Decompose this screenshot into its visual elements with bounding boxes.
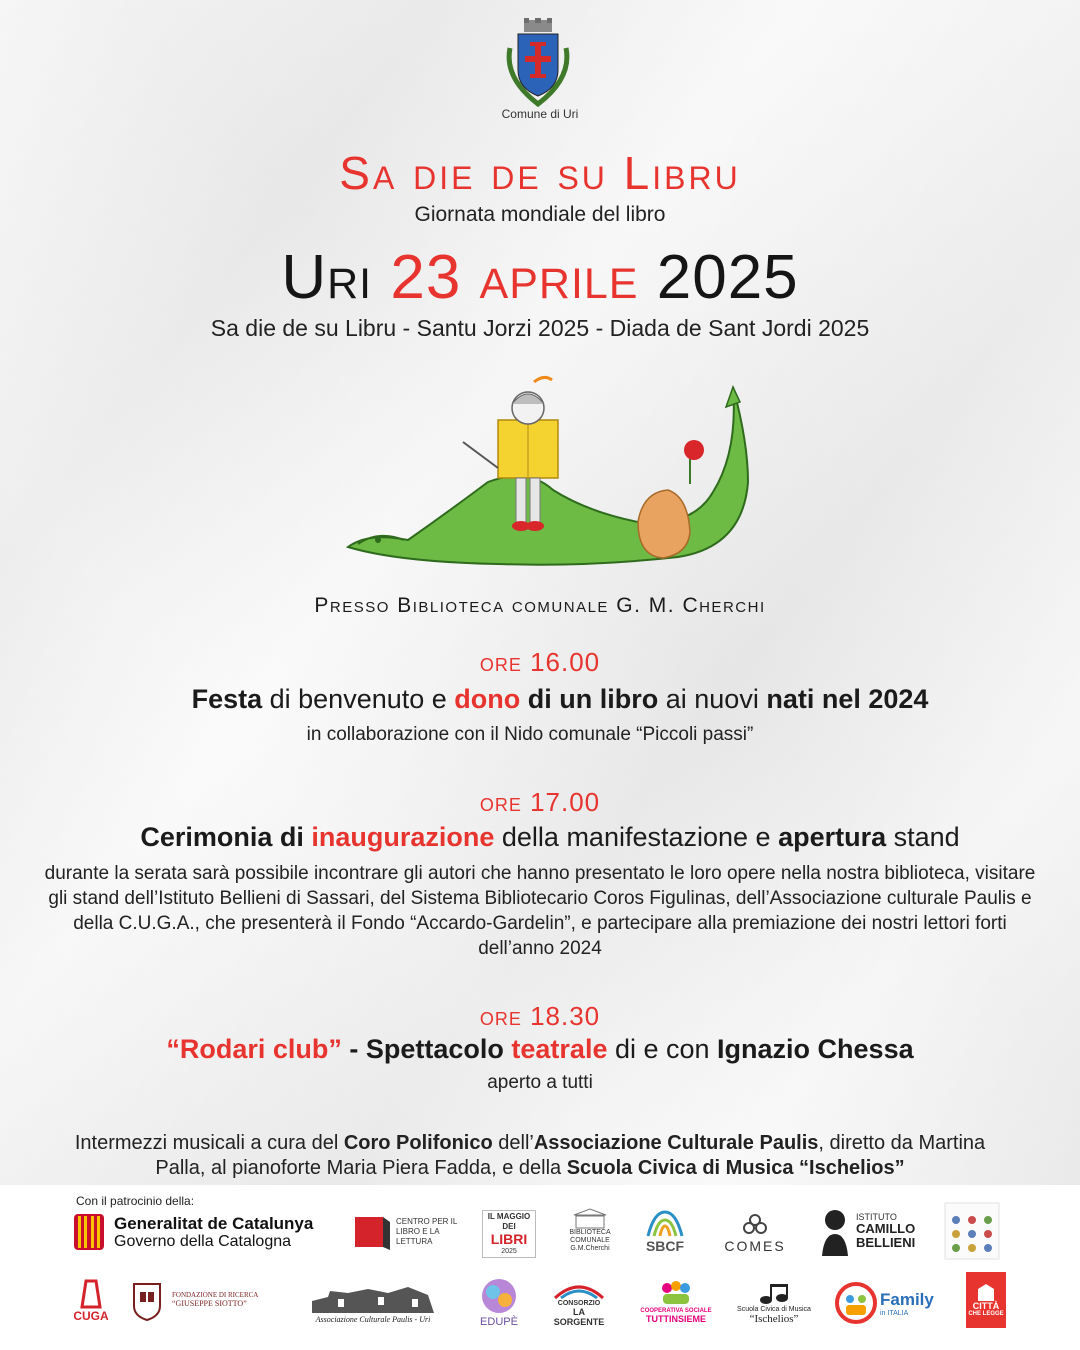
logo-edupe: [474, 1272, 524, 1332]
event-1-h5: ai nuovi: [658, 684, 767, 714]
cuga-label: CUGA: [73, 1309, 109, 1323]
event-1-h3: dono: [454, 684, 521, 714]
comune-label: Comune di Uri: [501, 107, 579, 121]
crests-grid-icon: [944, 1202, 1000, 1260]
citta-line2: CHE LEGGE: [968, 1311, 1004, 1317]
family-line1: Family: [880, 1289, 934, 1309]
event-subtitle: Giornata mondiale del libro: [414, 203, 666, 226]
bellieni-portrait-icon: [820, 1206, 850, 1256]
event-2-h1: Cerimonia di: [140, 822, 304, 852]
generalitat-subtitle: Governo della Catalogna: [114, 1232, 292, 1250]
event-1-h1: Festa: [191, 684, 263, 714]
dragon-reader-illustration: [338, 372, 758, 577]
date-day: 23 aprile: [390, 243, 639, 312]
ischelios-line1: Scuola Civica di Musica: [737, 1305, 811, 1313]
cepell-label: CENTRO PER IL LIBRO E LA LETTURA: [396, 1217, 458, 1246]
siotto-line2: “GIUSEPPE SIOTTO”: [172, 1298, 247, 1308]
citta-line1: CITTÀ: [972, 1301, 1000, 1311]
event-2-note: durante la serata sarà possibile incontrare gli autori che hanno presentato le loro opere nella nostra biblioteca, visitare gli stand dell’Istituto Bellieni di Sassari, del Sistema Bibliotecario Coros Figulinas, dell’Associazione culturale Paulis e della C.U.G.A., che presenterà il Fondo “Accardo-Gardelin”, e partecipare alla premiazione dei nostri lettori forti dell’anno 2024: [44, 863, 1036, 959]
comes-knot-icon: [742, 1214, 768, 1238]
event-2-h4: della manifestazione e: [494, 822, 779, 852]
generalitat-emblem-icon: [72, 1212, 106, 1252]
patronage-label: Con il patrocinio della:: [76, 1194, 195, 1208]
intermezzi-p6: Scuola Civica di Musica “Ischelios”: [566, 1157, 905, 1179]
logo-citta-che-legge: [966, 1272, 1006, 1328]
bellieni-line2: CAMILLO: [856, 1221, 916, 1236]
comune-crest-icon: [500, 18, 576, 108]
event-1-h2: di benvenuto e: [262, 684, 455, 714]
logo-family-in-italia: [834, 1278, 934, 1328]
paulis-ruins-icon: [308, 1283, 438, 1315]
logo-comes: [716, 1210, 794, 1258]
cepell-book-icon: [352, 1212, 392, 1252]
siotto-crest-icon: [126, 1276, 168, 1322]
generalitat-title: Generalitat de Catalunya: [114, 1213, 314, 1233]
event-3-time: ore 18.30: [479, 1001, 601, 1031]
event-2-heading: [10, 822, 1080, 853]
intermezzi-p2: Coro Polifonico: [343, 1132, 493, 1154]
logo-cuga: [70, 1272, 112, 1328]
event-1-note: in collaborazione con il Nido comunale “Piccoli passi”: [306, 724, 754, 745]
logo-ischelios: [734, 1276, 814, 1332]
event-3-h3: teatrale: [511, 1034, 608, 1064]
logo-consorzio-sorgente: [548, 1280, 610, 1328]
event-3-heading: [0, 1034, 1080, 1065]
intermezzi-text: [50, 1131, 1010, 1181]
cuga-tower-icon: [76, 1277, 106, 1309]
venue-label: Presso Biblioteca comunale G. M. Cherchi: [314, 594, 766, 617]
library-building-icon: [572, 1207, 608, 1229]
event-2-h5: apertura: [778, 822, 887, 852]
sbcf-emblem-icon: [644, 1208, 686, 1238]
sbcf-label: SBCF: [645, 1238, 685, 1254]
logo-cepell: [352, 1210, 464, 1254]
logo-generalitat: [72, 1210, 334, 1254]
event-3-h4: di e con: [607, 1034, 718, 1064]
logo-associazione-paulis: [298, 1276, 448, 1330]
paulis-label: Associazione Culturale Paulis - Uri: [315, 1314, 431, 1324]
music-notes-icon: [756, 1284, 792, 1306]
intermezzi-p1: Intermezzi musicali a cura del: [74, 1132, 344, 1154]
sorgente-arc-icon: [551, 1282, 607, 1300]
event-3-h5: Ignazio Chessa: [717, 1034, 914, 1064]
siotto-line1: FONDAZIONE DI RICERCA: [172, 1290, 259, 1299]
intermezzi-p4: Associazione Culturale Paulis: [533, 1132, 819, 1154]
logo-fondazione-siotto: [126, 1274, 270, 1324]
biblioteca-label: BIBLIOTECA COMUNALE G.M.Cherchi: [569, 1229, 611, 1252]
logo-bellieni: [820, 1204, 920, 1258]
event-1-h6: nati nel 2024: [766, 684, 929, 714]
event-3-h2: - Spettacolo: [341, 1034, 512, 1064]
intermezzi-p5: , diretto da Martina Palla, al pianoforte Maria Piera Fadda, e della: [155, 1132, 986, 1179]
bellieni-line1: ISTITUTO: [856, 1212, 897, 1222]
event-1-time: ore 16.00: [479, 647, 601, 677]
maggio-line1: IL MAGGIO DEI: [487, 1211, 531, 1231]
event-2-h6: stand: [886, 822, 960, 852]
ischelios-line2: “Ischelios”: [749, 1312, 799, 1325]
bellieni-line3: BELLIENI: [856, 1235, 916, 1250]
event-title: Sa die de su Libru: [339, 147, 741, 199]
event-tagline: Sa die de su Libru - Santu Jorzi 2025 - Diada de Sant Jordi 2025: [210, 315, 870, 341]
tuttinsieme-people-icon: [659, 1280, 693, 1308]
logo-biblioteca: [562, 1204, 618, 1256]
date-place: Uri: [281, 243, 373, 312]
tuttinsieme-line2: TUTTINSIEME: [646, 1314, 706, 1324]
edupe-head-icon: [479, 1276, 519, 1316]
maggio-line3: 2025: [501, 1247, 517, 1255]
logo-maggio-dei-libri: [482, 1210, 536, 1258]
event-date: [0, 242, 1080, 313]
logo-tuttinsieme: [640, 1276, 712, 1328]
maggio-line2: LIBRI: [490, 1230, 528, 1247]
event-2-h3: inaugurazione: [311, 822, 495, 852]
event-1-heading: [20, 684, 1080, 715]
event-3-h1: “Rodari club”: [166, 1034, 342, 1064]
event-1-h4: di un libro: [520, 684, 659, 714]
family-line2: in ITALIA: [880, 1309, 909, 1317]
intermezzi-p3: dell’: [492, 1132, 534, 1154]
citta-building-icon: [976, 1283, 996, 1301]
sorgente-line1: CONSORZIO: [557, 1299, 601, 1307]
event-3-note: aperto a tutti: [487, 1072, 593, 1093]
sorgente-line2: LA SORGENTE: [553, 1306, 605, 1327]
family-circle-icon: [834, 1281, 878, 1325]
event-2-time: ore 17.00: [479, 787, 601, 817]
tuttinsieme-line1: COOPERATIVA SOCIALE: [640, 1308, 712, 1314]
comes-label: COMES: [724, 1238, 786, 1254]
edupe-label: EDUPÈ: [480, 1316, 518, 1328]
logo-sbcf: [640, 1204, 690, 1258]
date-year: 2025: [656, 243, 799, 312]
